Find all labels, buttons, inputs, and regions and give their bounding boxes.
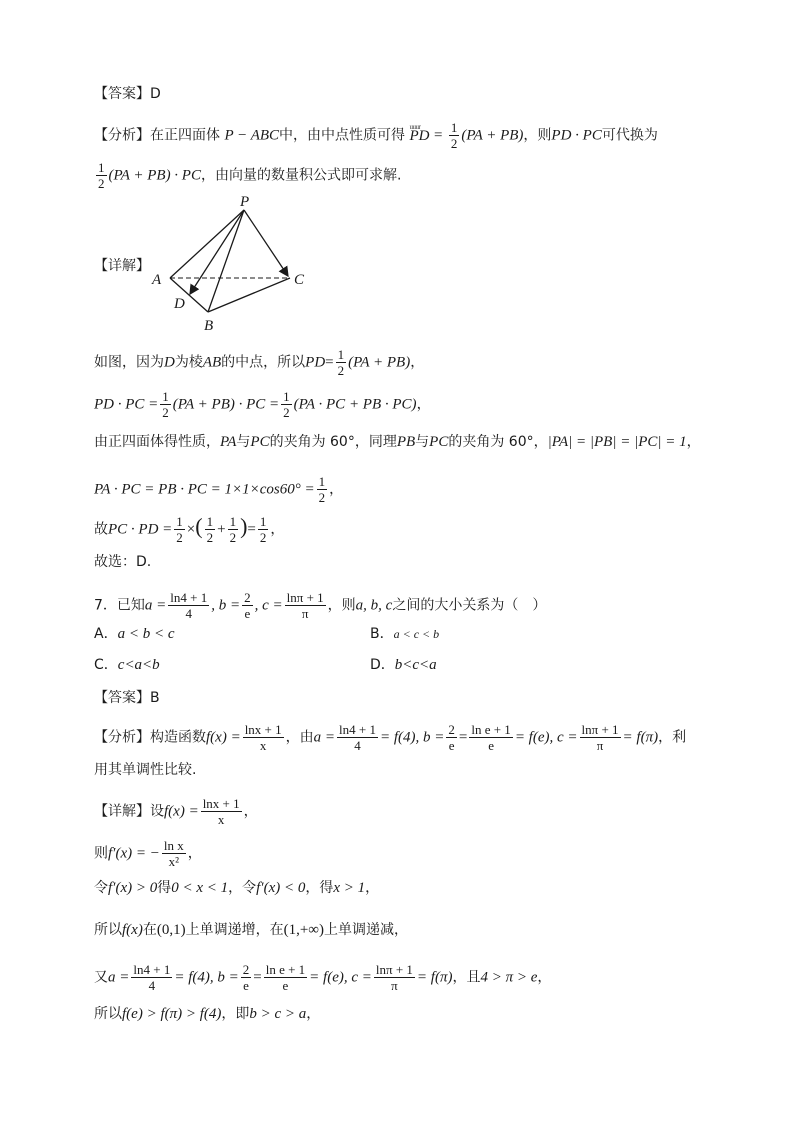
text: ，令 — [228, 880, 257, 896]
option-text: c<a<b — [117, 657, 160, 673]
detail-tag: 【详解】 — [94, 258, 150, 274]
option-b[interactable] — [370, 624, 439, 644]
fraction — [264, 962, 307, 993]
math: a = — [144, 597, 167, 614]
numerator: lnx + 1 — [244, 722, 282, 737]
analysis-tag: 【分析】 — [94, 127, 150, 144]
text: 故选：D. — [94, 554, 152, 570]
fraction — [242, 590, 253, 621]
answer-tag: 【答案】 — [94, 690, 150, 706]
math: x > 1 — [333, 880, 366, 896]
math: P − ABC — [224, 127, 280, 144]
fraction — [228, 514, 239, 545]
denominator: e — [243, 978, 249, 993]
denominator: e — [282, 978, 289, 993]
text: 用其单调性比较. — [94, 762, 197, 778]
numerator: 1 — [176, 514, 183, 529]
denominator: 2 — [206, 530, 214, 545]
math: = f(π) — [416, 969, 453, 986]
text: 为棱 — [174, 354, 203, 371]
fraction — [580, 722, 621, 753]
text: ， — [270, 521, 285, 538]
fraction — [168, 590, 209, 621]
denominator: x — [217, 812, 225, 827]
text: 由正四面体得性质， — [94, 434, 220, 450]
numerator: 1 — [162, 389, 169, 404]
label-p: P — [240, 194, 250, 210]
math: PA · PC = PB · PC = 1×1×cos60° = — [94, 481, 315, 498]
numerator: ln4 + 1 — [170, 590, 208, 605]
option-c[interactable] — [94, 655, 160, 675]
math: (0,1) — [156, 922, 186, 938]
numerator: 1 — [337, 347, 345, 362]
math: PC — [250, 434, 270, 450]
math: a = — [313, 729, 336, 746]
fraction — [201, 796, 242, 827]
detail2-line-4 — [94, 920, 408, 940]
math: = — [253, 969, 262, 986]
numerator: lnπ + 1 — [581, 722, 619, 737]
fraction — [317, 474, 328, 505]
option-label: B． — [370, 626, 394, 642]
math: PC — [429, 434, 449, 450]
denominator: 2 — [450, 136, 458, 151]
answer-line-1 — [94, 84, 161, 104]
math: = f(4), b = — [379, 729, 445, 746]
label-c: C — [294, 272, 305, 288]
text: 所以 — [94, 922, 122, 938]
denominator: 2 — [98, 176, 105, 191]
fraction — [285, 590, 326, 621]
math: × — [186, 521, 196, 538]
math: f′(x) < 0 — [256, 880, 306, 896]
fraction — [241, 962, 252, 993]
numerator: ln e + 1 — [265, 962, 306, 977]
denominator: 4 — [354, 738, 361, 753]
text: ， — [410, 354, 425, 371]
fraction — [96, 160, 107, 191]
math: 4 > π > e — [480, 969, 538, 986]
math: + — [217, 521, 226, 538]
denominator: x² — [168, 854, 179, 869]
text: 在正四面体 — [150, 127, 220, 144]
math: = f(π) — [622, 729, 659, 746]
numerator: lnx + 1 — [202, 796, 240, 811]
text: 故 — [94, 521, 108, 538]
numerator: 1 — [283, 389, 290, 404]
math: (1,+∞) — [283, 922, 324, 938]
detail2-line-1 — [94, 796, 258, 827]
numerator: ln x — [163, 838, 184, 853]
text: ，由 — [285, 729, 314, 746]
detail2-line-2 — [94, 838, 202, 869]
numerator: ln4 + 1 — [339, 722, 376, 737]
numerator: ln4 + 1 — [133, 962, 171, 977]
option-text: b<c<a — [394, 657, 437, 673]
denominator: 2 — [259, 530, 267, 545]
text: ， — [243, 803, 258, 820]
text: 可代换为 — [601, 127, 658, 144]
math: = f(e), c = — [514, 729, 578, 746]
answer-value: B — [150, 690, 160, 706]
math: a, b, c — [355, 597, 393, 614]
text: 上单调递增，在 — [185, 922, 284, 938]
math: f(x) — [122, 922, 143, 938]
fraction — [469, 722, 512, 753]
denominator: 4 — [148, 978, 156, 993]
denominator: 2 — [229, 530, 237, 545]
math: , b = — [211, 597, 241, 614]
text: ，即 — [221, 1006, 250, 1022]
text: 则 — [94, 845, 108, 862]
fraction — [160, 389, 171, 420]
fraction — [243, 722, 284, 753]
fraction — [337, 722, 378, 753]
text: 7．已知 — [94, 597, 145, 614]
label-b: B — [204, 318, 214, 334]
fraction — [336, 347, 347, 378]
analysis-line-2 — [94, 160, 401, 191]
detail2-line-5 — [94, 962, 551, 993]
math: AB — [202, 354, 222, 371]
denominator: 2 — [318, 490, 326, 505]
text: 中，由中点性质可得 — [279, 127, 406, 144]
fraction — [205, 514, 216, 545]
math: D — [164, 354, 175, 371]
math: b > c > a — [249, 1006, 307, 1022]
numerator: lnπ + 1 — [286, 590, 324, 605]
detail1-line-6 — [94, 552, 151, 572]
text: ， — [365, 880, 380, 896]
math: = — [325, 354, 334, 371]
label-a: A — [152, 272, 162, 288]
numerator: 2 — [244, 590, 251, 605]
math: PD — [305, 354, 326, 371]
denominator: e — [244, 606, 251, 621]
math: a = — [108, 969, 130, 986]
analysis2-line-1 — [94, 722, 686, 753]
math: PB — [396, 434, 416, 450]
detail1-line-5: 故PC · PD = $\frac{1}{2}$ ×( $\frac{1}{2}$ + $\frac{1}{2}$ )= $\frac{1}{2}$ ， — [94, 513, 285, 545]
text: 令 — [94, 880, 108, 896]
text: ，则 — [327, 597, 356, 614]
text: 与 — [236, 434, 251, 450]
denominator: π — [391, 978, 398, 993]
numerator: 2 — [448, 722, 455, 737]
text: 与 — [415, 434, 430, 450]
fraction — [162, 838, 186, 869]
math: = f(4), b = — [174, 969, 239, 986]
analysis2-line-2 — [94, 760, 196, 780]
detail1-line-1 — [94, 347, 424, 378]
text: ， — [306, 1006, 321, 1022]
math: f(e) > f(π) > f(4) — [122, 1006, 222, 1022]
analysis-line-1 — [94, 120, 658, 151]
detail1-line-3 — [94, 432, 701, 452]
numerator: 2 — [242, 962, 250, 977]
option-text: a < c < b — [393, 627, 440, 641]
answer-tag: 【答案】 — [94, 86, 150, 102]
detail-tag-line-1 — [94, 256, 150, 276]
math: = — [433, 127, 443, 144]
denominator: 2 — [283, 405, 290, 420]
detail1-line-4 — [94, 474, 343, 505]
numerator: 1 — [206, 514, 214, 529]
math: PD · PC = — [94, 396, 159, 413]
denominator: e — [448, 738, 455, 753]
math: = f(e), c = — [309, 969, 372, 986]
answer-value: D — [150, 86, 161, 102]
math: f′(x) = − — [108, 845, 160, 862]
detail-tag: 【详解】 — [94, 803, 150, 820]
answer-line-2 — [94, 688, 160, 708]
numerator: 1 — [259, 514, 267, 529]
math: |PA| = |PB| = |PC| = 1 — [547, 434, 687, 450]
text: ，则 — [523, 127, 552, 144]
math: f′(x) > 0 — [108, 880, 158, 896]
edge-pb — [208, 210, 244, 312]
option-label: D． — [370, 657, 395, 673]
numerator: lnπ + 1 — [375, 962, 413, 977]
text: ，由向量的数量积公式即可求解. — [200, 167, 402, 184]
text: ，且 — [452, 969, 481, 986]
numerator: 1 — [98, 160, 105, 175]
numerator: 1 — [318, 474, 326, 489]
text: ， — [686, 434, 701, 450]
numerator: ln e + 1 — [471, 722, 511, 737]
fraction — [446, 722, 457, 753]
math: f(x) = — [164, 803, 199, 820]
tetrahedron-figure — [148, 192, 318, 334]
option-label: C． — [94, 657, 118, 673]
text: 上单调递减， — [323, 922, 408, 938]
math: PD · PC — [551, 127, 602, 144]
denominator: π — [596, 738, 604, 753]
math: (PA · PC + PB · PC) — [293, 396, 417, 413]
text: ，得 — [305, 880, 334, 896]
denominator: 2 — [337, 363, 345, 378]
math: (PA + PB) — [348, 354, 411, 371]
option-label: A． — [94, 626, 118, 642]
text: 如图，因为 — [94, 354, 164, 371]
text: ， — [329, 481, 344, 498]
fraction — [449, 120, 460, 151]
denominator: 2 — [162, 405, 169, 420]
option-text: a < b < c — [117, 626, 175, 642]
fraction — [281, 389, 292, 420]
text: 的夹角为 60°，同理 — [269, 434, 397, 450]
math: 0 < x < 1 — [171, 880, 229, 896]
text: ， — [187, 845, 202, 862]
denominator: 4 — [185, 606, 193, 621]
fraction — [258, 514, 269, 545]
text: 又 — [94, 969, 108, 986]
question-7-stem — [94, 590, 546, 621]
text: 之间的大小关系为（ ） — [392, 597, 547, 614]
math: = — [247, 521, 256, 538]
label-d: D — [174, 296, 185, 312]
math: , c = — [254, 597, 283, 614]
detail1-line-2 — [94, 389, 431, 420]
text: 的夹角为 60°， — [448, 434, 548, 450]
vector-pd: uuur PD — [409, 126, 429, 146]
edge-bc — [208, 278, 290, 312]
denominator: x — [259, 738, 267, 753]
text: 在 — [142, 922, 157, 938]
detail2-line-3 — [94, 878, 379, 898]
analysis-tag: 【分析】 — [94, 729, 150, 746]
math: PA — [220, 434, 237, 450]
option-a[interactable] — [94, 624, 174, 644]
vector-pc-arrow — [244, 210, 288, 276]
denominator: e — [488, 738, 494, 753]
math: f(x) = — [206, 729, 241, 746]
text: 得 — [157, 880, 172, 896]
fraction — [131, 962, 172, 993]
text: 设 — [150, 803, 164, 820]
fraction — [174, 514, 185, 545]
math: PC · PD = — [108, 521, 173, 538]
option-d[interactable] — [370, 655, 437, 675]
text: 所以 — [94, 1006, 122, 1022]
text: 的中点，所以 — [221, 354, 306, 371]
text: ， — [416, 396, 431, 413]
math: (PA + PB) · PC = — [172, 396, 280, 413]
math: (PA + PB) · PC — [108, 167, 201, 184]
denominator: π — [301, 606, 309, 621]
numerator: 1 — [450, 120, 458, 135]
math: (PA + PB) — [461, 127, 524, 144]
text: ，利 — [658, 729, 687, 746]
math: = — [458, 729, 468, 746]
denominator: 2 — [176, 530, 183, 545]
text: ， — [537, 969, 552, 986]
text: 构造函数 — [150, 729, 206, 746]
detail2-line-6 — [94, 1004, 320, 1024]
numerator: 1 — [229, 514, 237, 529]
fraction — [374, 962, 415, 993]
